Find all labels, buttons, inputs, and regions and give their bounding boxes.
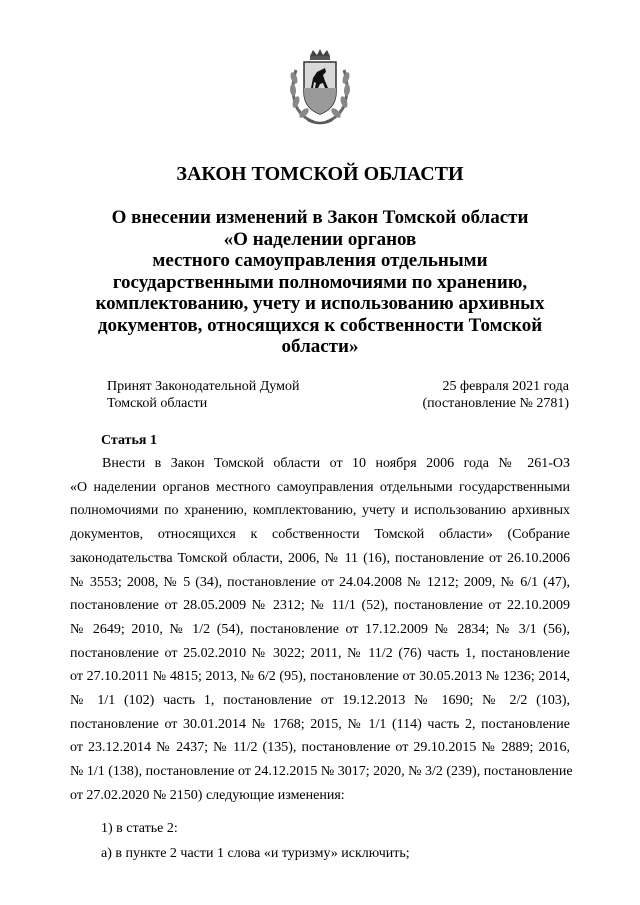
adoption-date-line: 25 февраля 2021 года [442,379,569,394]
paragraph-line: постановление от 25.02.2010 № 3022; 2011, № 11/2 (76) часть 1, постановление [70,645,570,661]
subject-line: комплектованию, учету и использованию архивных [95,293,545,314]
subject-line: государственными полномочиями по хранению, [112,271,528,293]
paragraph-line: постановление от 28.05.2009 № 2312; № 11/1 (52), постановление от 22.10.2009 [70,598,570,614]
paragraph-line: от 27.10.2011 № 4815; 2013, № 6/2 (95), постановление от 30.05.2013 № 1236; 2014, [70,669,570,685]
paragraph-line: № 2649; 2010, № 1/2 (54), постановление от 17.12.2009 № 2834; № 3/1 (56), [70,621,570,637]
subject-line: документов, относящихся к собственности Томской [97,314,543,336]
paragraph-line: полномочиями по хранению, комплектованию, учету и использованию архивных [70,503,570,519]
paragraph-line: документов, относящихся к собственности Томской области» (Собрание [70,527,570,543]
coat-of-arms-icon [286,48,354,126]
subject-line: области» [281,336,359,357]
paragraph-line: № 1/1 (102) часть 1, постановление от 19.12.2013 № 1690; № 2/2 (103), [70,693,570,709]
paragraph-line: постановление от 30.01.2014 № 1768; 2015, № 1/1 (114) часть 2, постановление [70,716,570,732]
article-paragraph [70,452,573,808]
amendment-item: а) в пункте 2 части 1 слова «и туризму» исключить; [101,846,410,861]
adopted-by [107,378,299,412]
paragraph-line: «О наделении органов местного самоуправления отдельными государственными [70,479,570,495]
paragraph-line: законодательства Томской области, 2006, № 11 (16), постановление от 26.10.2006 [70,550,570,566]
subject-line: местного самоуправления отдельными [152,250,488,271]
resolution-number: (постановление № 2781) [422,396,569,411]
paragraph-line: № 3553; 2008, № 5 (34), постановление от 24.04.2008 № 1212; 2009, № 6/1 (47), [70,574,570,590]
subject-line: О внесении изменений в Закон Томской области [111,207,529,228]
amendment-item: 1) в статье 2: [101,821,178,836]
paragraph-line: № 1/1 (138), постановление от 24.12.2015 № 3017; 2020, № 3/2 (239), постановление [70,764,573,780]
article-heading: Статья 1 [101,433,157,448]
paragraph-line: от 27.02.2020 № 2150) следующие изменения: [70,787,345,803]
subject-line: «О наделении органов [223,228,417,250]
adoption-date [422,378,569,412]
law-title: ЗАКОН ТОМСКОЙ ОБЛАСТИ [176,163,464,185]
law-subject [60,207,580,358]
adopted-by-line: Принят Законодательной Думой [107,379,300,394]
paragraph-line: от 23.12.2014 № 2437; № 11/2 (135), постановление от 29.10.2015 № 2889; 2016, [70,740,570,756]
adopted-by-line: Томской области [107,396,208,411]
paragraph-line: Внести в Закон Томской области от 10 ноября 2006 года № 261-ОЗ [102,456,570,471]
